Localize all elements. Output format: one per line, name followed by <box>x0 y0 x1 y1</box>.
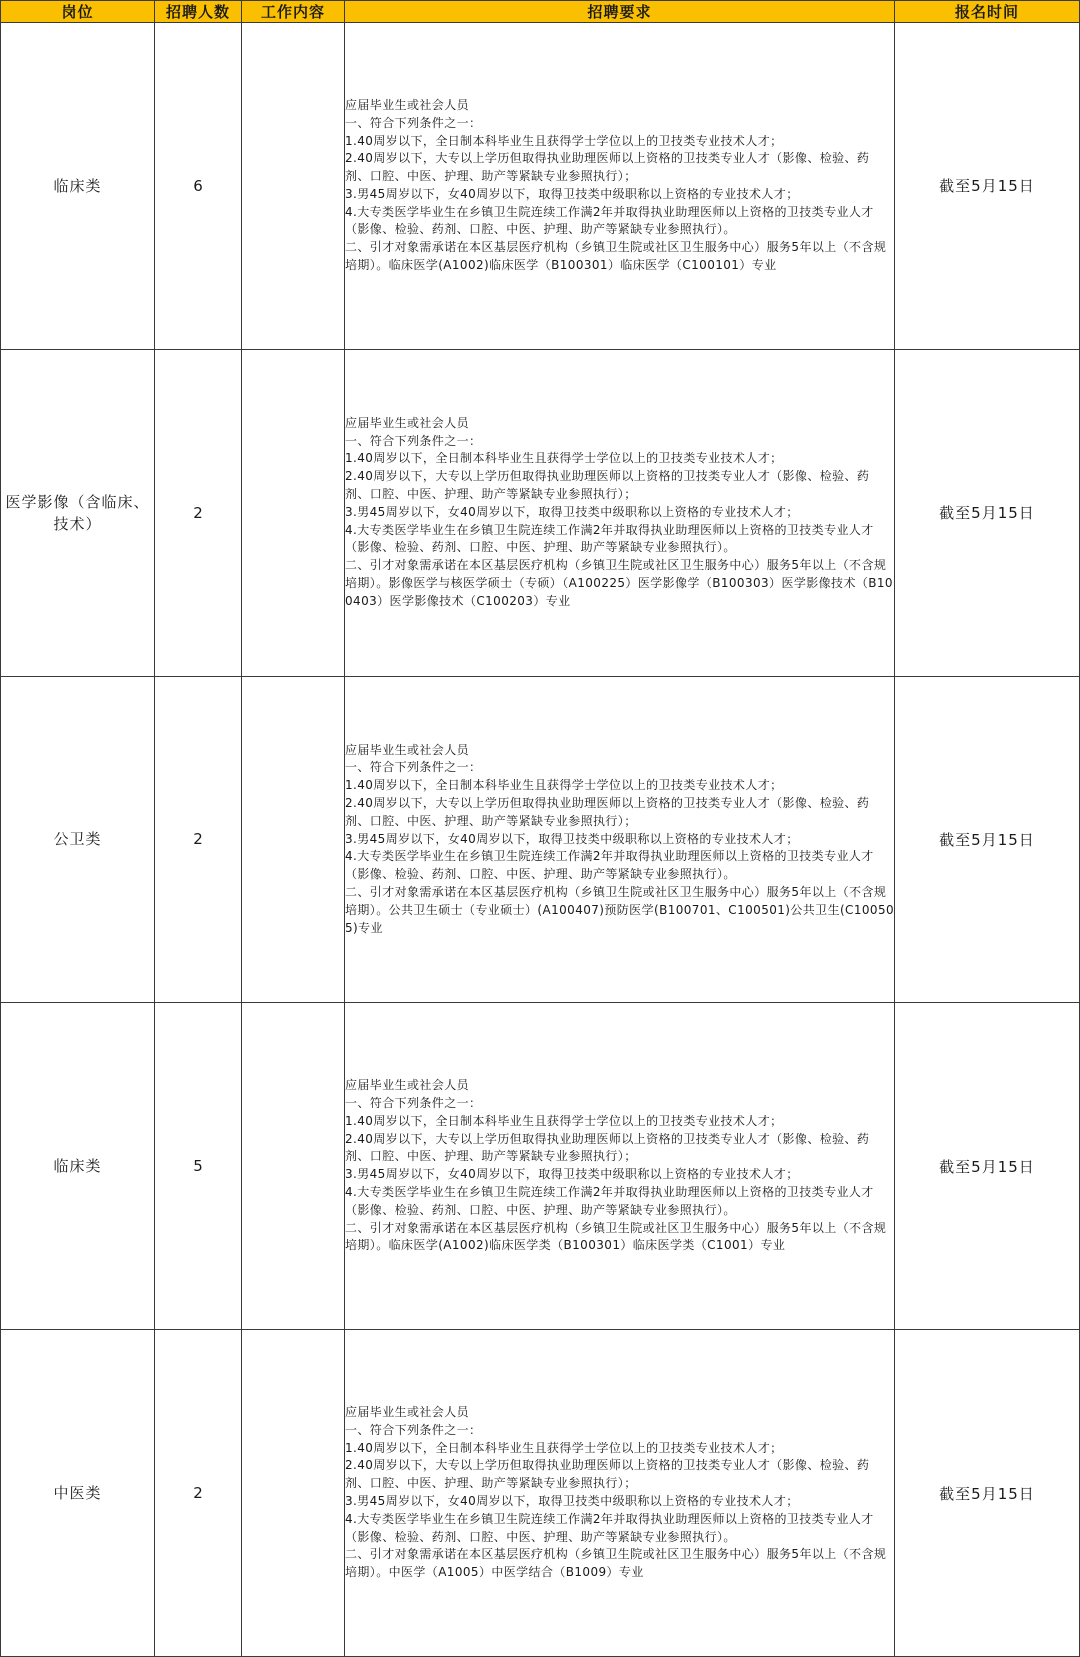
requirement-line: 1.40周岁以下，全日制本科毕业生且获得学士学位以上的卫技类专业技术人才； <box>345 1440 783 1455</box>
count-cell: 2 <box>155 349 242 676</box>
requirement-line: 4.大专类医学毕业生在乡镇卫生院连续工作满2年并取得执业助理医师以上资格的卫技类专业人才（影像、检验、药剂、口腔、中医、护理、助产等紧缺专业参照执行）。 <box>345 1185 874 1217</box>
position-cell: 临床类 <box>1 23 155 350</box>
requirement-line: 4.大专类医学毕业生在乡镇卫生院连续工作满2年并取得执业助理医师以上资格的卫技类专业人才（影像、检验、药剂、口腔、中医、护理、助产等紧缺专业参照执行）。 <box>345 1511 874 1544</box>
time-cell: 截至5月15日 <box>895 23 1080 350</box>
requirement-line: 一、符合下列条件之一： <box>345 1422 482 1437</box>
count-cell: 5 <box>155 1003 242 1330</box>
work-cell <box>242 676 345 1003</box>
requirement-line: 二、引才对象需承诺在本区基层医疗机构（乡镇卫生院或社区卫生服务中心）服务5年以上（不含规培期）。影像医学与核医学硕士（专硕）（A100225）医学影像学（B100303）医学影像技术（B100403）医学影像技术（C100203）专业 <box>345 558 893 608</box>
requirement-line: 2.40周岁以下，大专以上学历但取得执业助理医师以上资格的卫技类专业人才（影像、检验、药剂、口腔、中医、护理、助产等紧缺专业参照执行）； <box>345 1458 870 1491</box>
requirement-line: 2.40周岁以下，大专以上学历但取得执业助理医师以上资格的卫技类专业人才（影像、检验、药剂、口腔、中医、护理、助产等紧缺专业参照执行）； <box>345 151 870 184</box>
position-cell: 医学影像（含临床、技术） <box>1 349 155 676</box>
requirement-line: 4.大专类医学毕业生在乡镇卫生院连续工作满2年并取得执业助理医师以上资格的卫技类专业人才（影像、检验、药剂、口腔、中医、护理、助产等紧缺专业参照执行）。 <box>345 849 874 882</box>
requirement-line: 二、引才对象需承诺在本区基层医疗机构（乡镇卫生院或社区卫生服务中心）服务5年以上（不含规培期）。临床医学(A1002)临床医学（B100301）临床医学（C100101）专业 <box>345 240 887 273</box>
requirement-line: 二、引才对象需承诺在本区基层医疗机构（乡镇卫生院或社区卫生服务中心）服务5年以上（不含规培期）。公共卫生硕士（专业硕士）(A100407)预防医学(B100701、C100501)公共卫生(C100505)专业 <box>345 884 895 935</box>
header-work: 工作内容 <box>242 1 345 23</box>
requirements-cell <box>345 676 895 1003</box>
requirement-line: 1.40周岁以下，全日制本科毕业生且获得学士学位以上的卫技类专业技术人才； <box>345 1113 783 1128</box>
requirement-line: 应届毕业生或社会人员 <box>345 1078 470 1093</box>
requirement-line: 3.男45周岁以下，女40周岁以下，取得卫技类中级职称以上资格的专业技术人才； <box>345 186 799 201</box>
requirement-line: 1.40周岁以下，全日制本科毕业生且获得学士学位以上的卫技类专业技术人才； <box>345 133 783 148</box>
work-cell <box>242 1330 345 1657</box>
header-time: 报名时间 <box>895 1 1080 23</box>
time-cell: 截至5月15日 <box>895 676 1080 1003</box>
requirement-line: 3.男45周岁以下，女40周岁以下，取得卫技类中级职称以上资格的专业技术人才； <box>345 1494 799 1509</box>
requirement-line: 一、符合下列条件之一： <box>345 1096 482 1111</box>
requirement-line: 一、符合下列条件之一： <box>345 760 482 775</box>
requirement-line: 2.40周岁以下，大专以上学历但取得执业助理医师以上资格的卫技类专业人才（影像、检验、药剂、口腔、中医、护理、助产等紧缺专业参照执行）； <box>345 469 870 501</box>
requirement-line: 一、符合下列条件之一： <box>345 115 482 130</box>
requirement-line: 二、引才对象需承诺在本区基层医疗机构（乡镇卫生院或社区卫生服务中心）服务5年以上（不含规培期）。中医学（A1005）中医学结合（B1009）专业 <box>345 1547 887 1580</box>
requirement-line: 3.男45周岁以下，女40周岁以下，取得卫技类中级职称以上资格的专业技术人才； <box>345 504 799 519</box>
position-cell: 临床类 <box>1 1003 155 1330</box>
header-position: 岗位 <box>1 1 155 23</box>
table-row <box>1 1330 1080 1657</box>
requirements-cell <box>345 23 895 350</box>
requirements-cell <box>345 349 895 676</box>
time-cell: 截至5月15日 <box>895 1330 1080 1657</box>
time-cell: 截至5月15日 <box>895 1003 1080 1330</box>
table-row <box>1 349 1080 676</box>
requirement-line: 应届毕业生或社会人员 <box>345 1405 470 1420</box>
work-cell <box>242 349 345 676</box>
requirement-line: 应届毕业生或社会人员 <box>345 415 470 430</box>
requirement-line: 1.40周岁以下，全日制本科毕业生且获得学士学位以上的卫技类专业技术人才； <box>345 451 783 466</box>
header-requirements: 招聘要求 <box>345 1 895 23</box>
work-cell <box>242 23 345 350</box>
requirement-line: 3.男45周岁以下，女40周岁以下，取得卫技类中级职称以上资格的专业技术人才； <box>345 831 799 846</box>
header-count: 招聘人数 <box>155 1 242 23</box>
requirement-line: 2.40周岁以下，大专以上学历但取得执业助理医师以上资格的卫技类专业人才（影像、检验、药剂、口腔、中医、护理、助产等紧缺专业参照执行）； <box>345 796 870 828</box>
table-row <box>1 23 1080 350</box>
position-cell: 公卫类 <box>1 676 155 1003</box>
requirements-cell <box>345 1003 895 1330</box>
requirement-line: 应届毕业生或社会人员 <box>345 97 470 112</box>
requirement-line: 3.男45周岁以下，女40周岁以下，取得卫技类中级职称以上资格的专业技术人才； <box>345 1167 799 1182</box>
table-row <box>1 676 1080 1003</box>
count-cell: 6 <box>155 23 242 350</box>
requirement-line: 2.40周岁以下，大专以上学历但取得执业助理医师以上资格的卫技类专业人才（影像、检验、药剂、口腔、中医、护理、助产等紧缺专业参照执行）； <box>345 1131 870 1164</box>
count-cell: 2 <box>155 1330 242 1657</box>
time-cell: 截至5月15日 <box>895 349 1080 676</box>
requirement-line: 二、引才对象需承诺在本区基层医疗机构（乡镇卫生院或社区卫生服务中心）服务5年以上（不含规培期）。临床医学(A1002)临床医学类（B100301）临床医学类（C1001）专业 <box>345 1220 887 1253</box>
count-cell: 2 <box>155 676 242 1003</box>
requirement-line: 一、符合下列条件之一： <box>345 433 482 448</box>
header-row <box>1 1 1080 23</box>
requirement-line: 1.40周岁以下，全日制本科毕业生且获得学士学位以上的卫技类专业技术人才； <box>345 778 783 793</box>
work-cell <box>242 1003 345 1330</box>
position-cell: 中医类 <box>1 1330 155 1657</box>
requirement-line: 4.大专类医学毕业生在乡镇卫生院连续工作满2年并取得执业助理医师以上资格的卫技类专业人才（影像、检验、药剂、口腔、中医、护理、助产等紧缺专业参照执行）。 <box>345 204 874 237</box>
requirements-cell <box>345 1330 895 1657</box>
requirement-line: 应届毕业生或社会人员 <box>345 742 470 757</box>
table-row <box>1 1003 1080 1330</box>
requirement-line: 4.大专类医学毕业生在乡镇卫生院连续工作满2年并取得执业助理医师以上资格的卫技类专业人才（影像、检验、药剂、口腔、中医、护理、助产等紧缺专业参照执行）。 <box>345 522 874 555</box>
